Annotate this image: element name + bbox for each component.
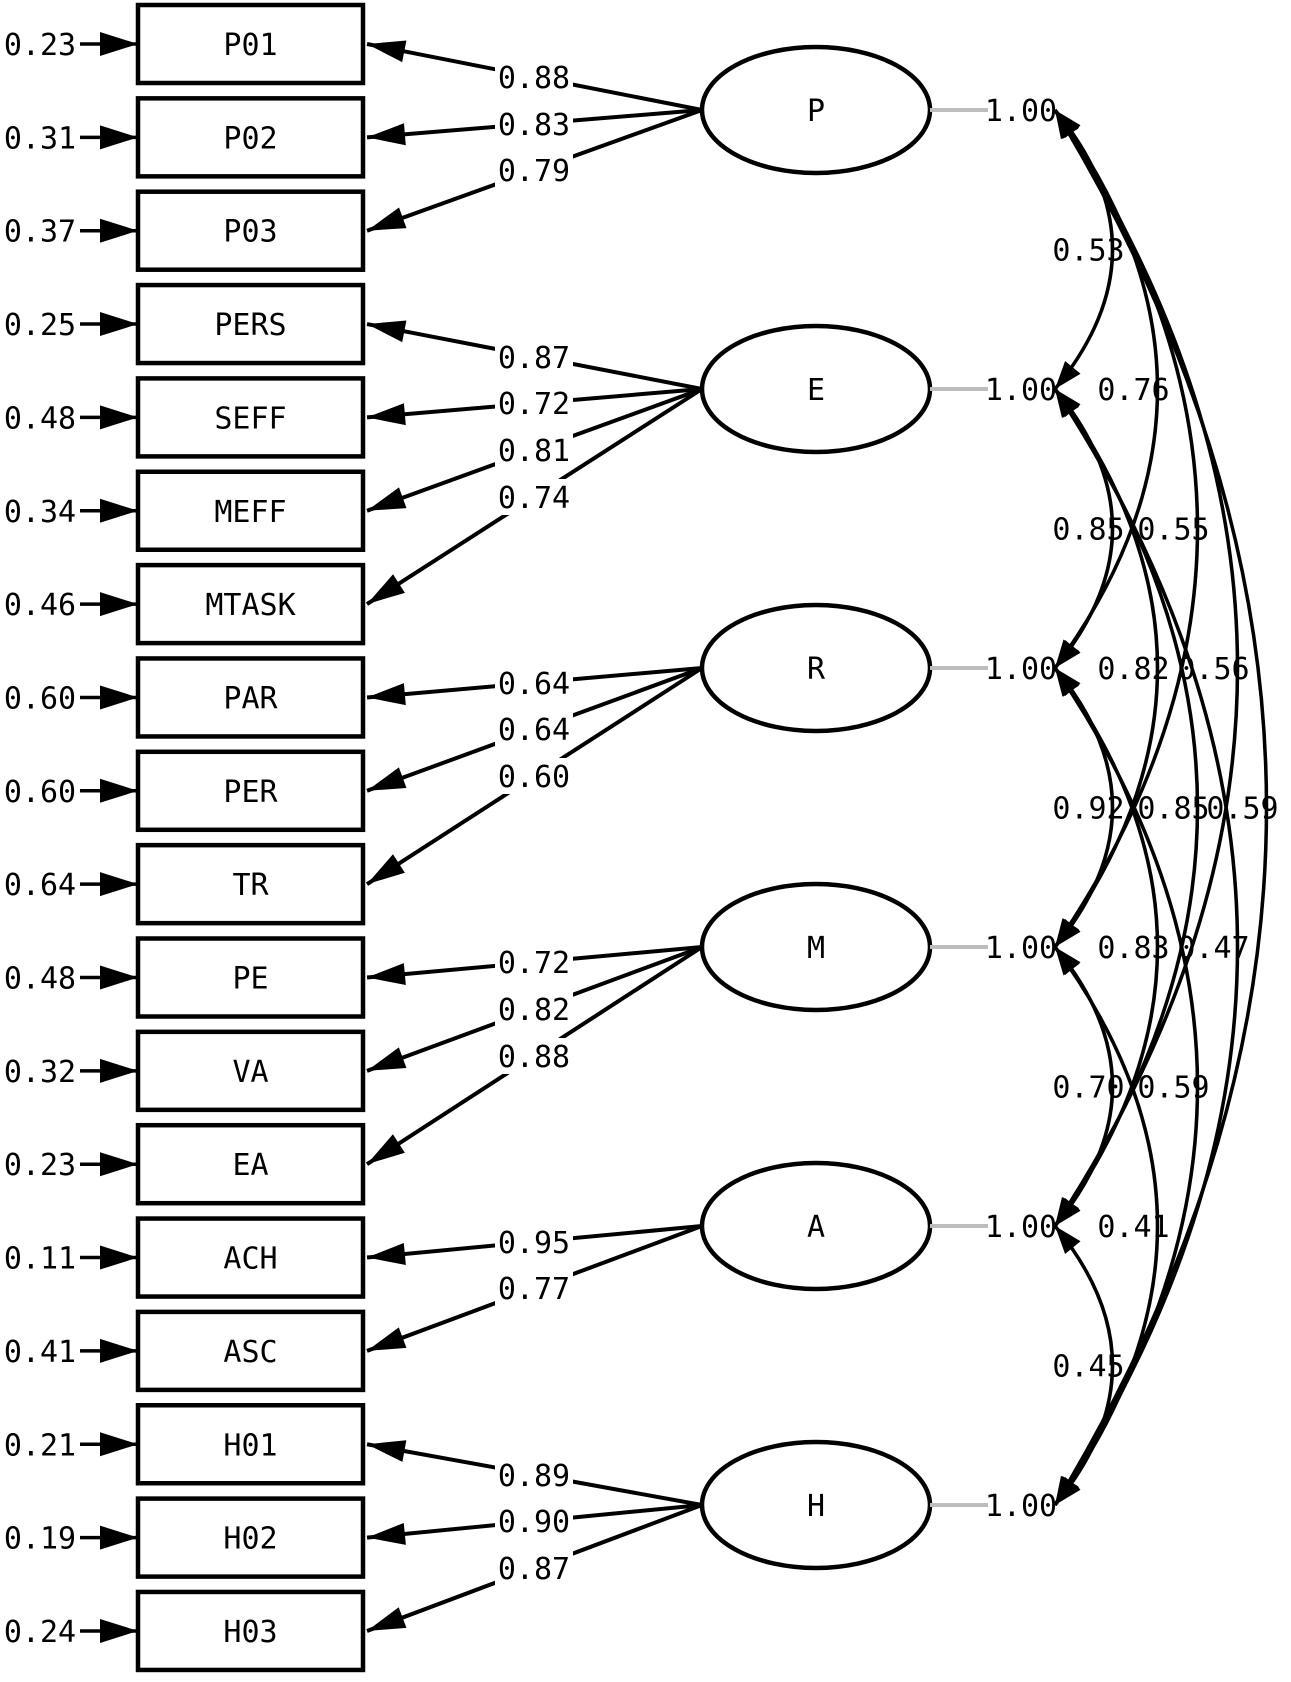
loading-label-h-h02: 0.90 xyxy=(497,1505,571,1540)
correlation-label-e-h: 0.47 xyxy=(1177,931,1250,966)
error-variance-label-par: 0.60 xyxy=(3,681,77,717)
error-variance-label-h02: 0.19 xyxy=(3,1521,77,1557)
error-variance-label-p02: 0.31 xyxy=(3,121,77,157)
latent-label-m: M xyxy=(806,931,826,966)
variance-label-h: 1.00 xyxy=(984,1489,1058,1524)
observed-label-h01: H01 xyxy=(223,1428,278,1464)
correlation-label-r-a: 0.83 xyxy=(1097,931,1170,966)
observed-label-seff: SEFF xyxy=(214,401,287,437)
loading-label-r-tr: 0.60 xyxy=(497,760,571,795)
observed-label-ach: ACH xyxy=(223,1241,278,1277)
error-variance-label-p01: 0.23 xyxy=(3,28,77,63)
loading-label-m-ea: 0.88 xyxy=(497,1040,571,1075)
loading-label-p-p01: 0.88 xyxy=(497,61,571,96)
correlation-label-m-h: 0.41 xyxy=(1097,1210,1170,1245)
observed-label-par: PAR xyxy=(223,681,278,717)
error-variance-label-meff: 0.34 xyxy=(3,494,77,530)
observed-label-pe: PE xyxy=(232,961,269,997)
correlation-label-p-m: 0.55 xyxy=(1137,512,1210,548)
loading-label-r-per: 0.64 xyxy=(497,713,571,748)
error-variance-label-va: 0.32 xyxy=(3,1054,77,1090)
variance-label-r: 1.00 xyxy=(984,652,1058,687)
loading-label-h-h01: 0.89 xyxy=(497,1459,571,1494)
error-variance-label-seff: 0.48 xyxy=(3,401,77,437)
correlation-label-e-m: 0.82 xyxy=(1097,652,1170,687)
variance-label-e: 1.00 xyxy=(984,373,1058,408)
latent-label-h: H xyxy=(806,1489,826,1524)
observed-label-p02: P02 xyxy=(223,121,278,157)
correlation-label-r-m: 0.92 xyxy=(1052,791,1125,827)
latent-label-a: A xyxy=(806,1210,826,1245)
observed-label-pers: PERS xyxy=(214,308,287,344)
correlation-label-p-r: 0.76 xyxy=(1097,373,1170,408)
loading-label-m-pe: 0.72 xyxy=(497,946,571,981)
correlation-label-a-h: 0.45 xyxy=(1052,1349,1125,1385)
correlation-label-p-h: 0.59 xyxy=(1206,791,1279,827)
loading-label-p-p02: 0.83 xyxy=(497,108,571,143)
observed-label-h02: H02 xyxy=(223,1521,278,1557)
variance-label-m: 1.00 xyxy=(984,931,1058,966)
variance-label-p: 1.00 xyxy=(984,94,1058,129)
loading-label-h-h03: 0.87 xyxy=(497,1552,571,1587)
loading-label-e-seff: 0.72 xyxy=(497,387,571,422)
correlation-label-m-a: 0.70 xyxy=(1052,1070,1125,1106)
observed-label-ea: EA xyxy=(232,1148,269,1184)
latent-label-e: E xyxy=(806,373,826,408)
loading-label-p-p03: 0.79 xyxy=(497,154,571,189)
error-variance-label-mtask: 0.46 xyxy=(3,588,77,624)
error-variance-label-tr: 0.64 xyxy=(3,868,77,904)
latent-label-r: R xyxy=(806,652,826,687)
correlation-label-p-a: 0.56 xyxy=(1177,652,1250,687)
observed-label-tr: TR xyxy=(232,868,269,904)
observed-label-h03: H03 xyxy=(223,1614,278,1650)
error-variance-label-ach: 0.11 xyxy=(3,1241,77,1277)
loading-label-e-mtask: 0.74 xyxy=(497,481,571,516)
loading-label-e-meff: 0.81 xyxy=(497,434,571,469)
loading-label-m-va: 0.82 xyxy=(497,993,571,1028)
error-variance-label-pe: 0.48 xyxy=(3,961,77,997)
error-variance-label-asc: 0.41 xyxy=(3,1334,77,1370)
error-variance-label-h01: 0.21 xyxy=(3,1428,77,1464)
observed-label-mtask: MTASK xyxy=(205,588,296,624)
correlation-label-e-r: 0.85 xyxy=(1052,512,1125,548)
error-variance-label-p03: 0.37 xyxy=(3,214,77,250)
latent-label-p: P xyxy=(806,94,826,129)
loading-label-a-ach: 0.95 xyxy=(497,1226,571,1261)
loading-label-e-pers: 0.87 xyxy=(497,341,571,376)
observed-label-asc: ASC xyxy=(223,1334,278,1370)
error-variance-label-per: 0.60 xyxy=(3,774,77,810)
observed-label-p03: P03 xyxy=(223,214,278,250)
error-variance-label-h03: 0.24 xyxy=(3,1614,77,1650)
observed-label-va: VA xyxy=(232,1054,269,1090)
loading-label-r-par: 0.64 xyxy=(497,667,571,702)
variance-label-a: 1.00 xyxy=(984,1210,1058,1245)
correlation-label-e-a: 0.85 xyxy=(1137,791,1210,827)
observed-label-meff: MEFF xyxy=(214,494,287,530)
observed-label-per: PER xyxy=(223,774,278,810)
error-variance-label-pers: 0.25 xyxy=(3,308,77,344)
correlation-label-r-h: 0.59 xyxy=(1137,1070,1210,1106)
observed-label-p01: P01 xyxy=(223,28,278,63)
error-variance-label-ea: 0.23 xyxy=(3,1148,77,1184)
loading-label-a-asc: 0.77 xyxy=(497,1272,571,1307)
correlation-label-p-e: 0.53 xyxy=(1052,233,1125,269)
